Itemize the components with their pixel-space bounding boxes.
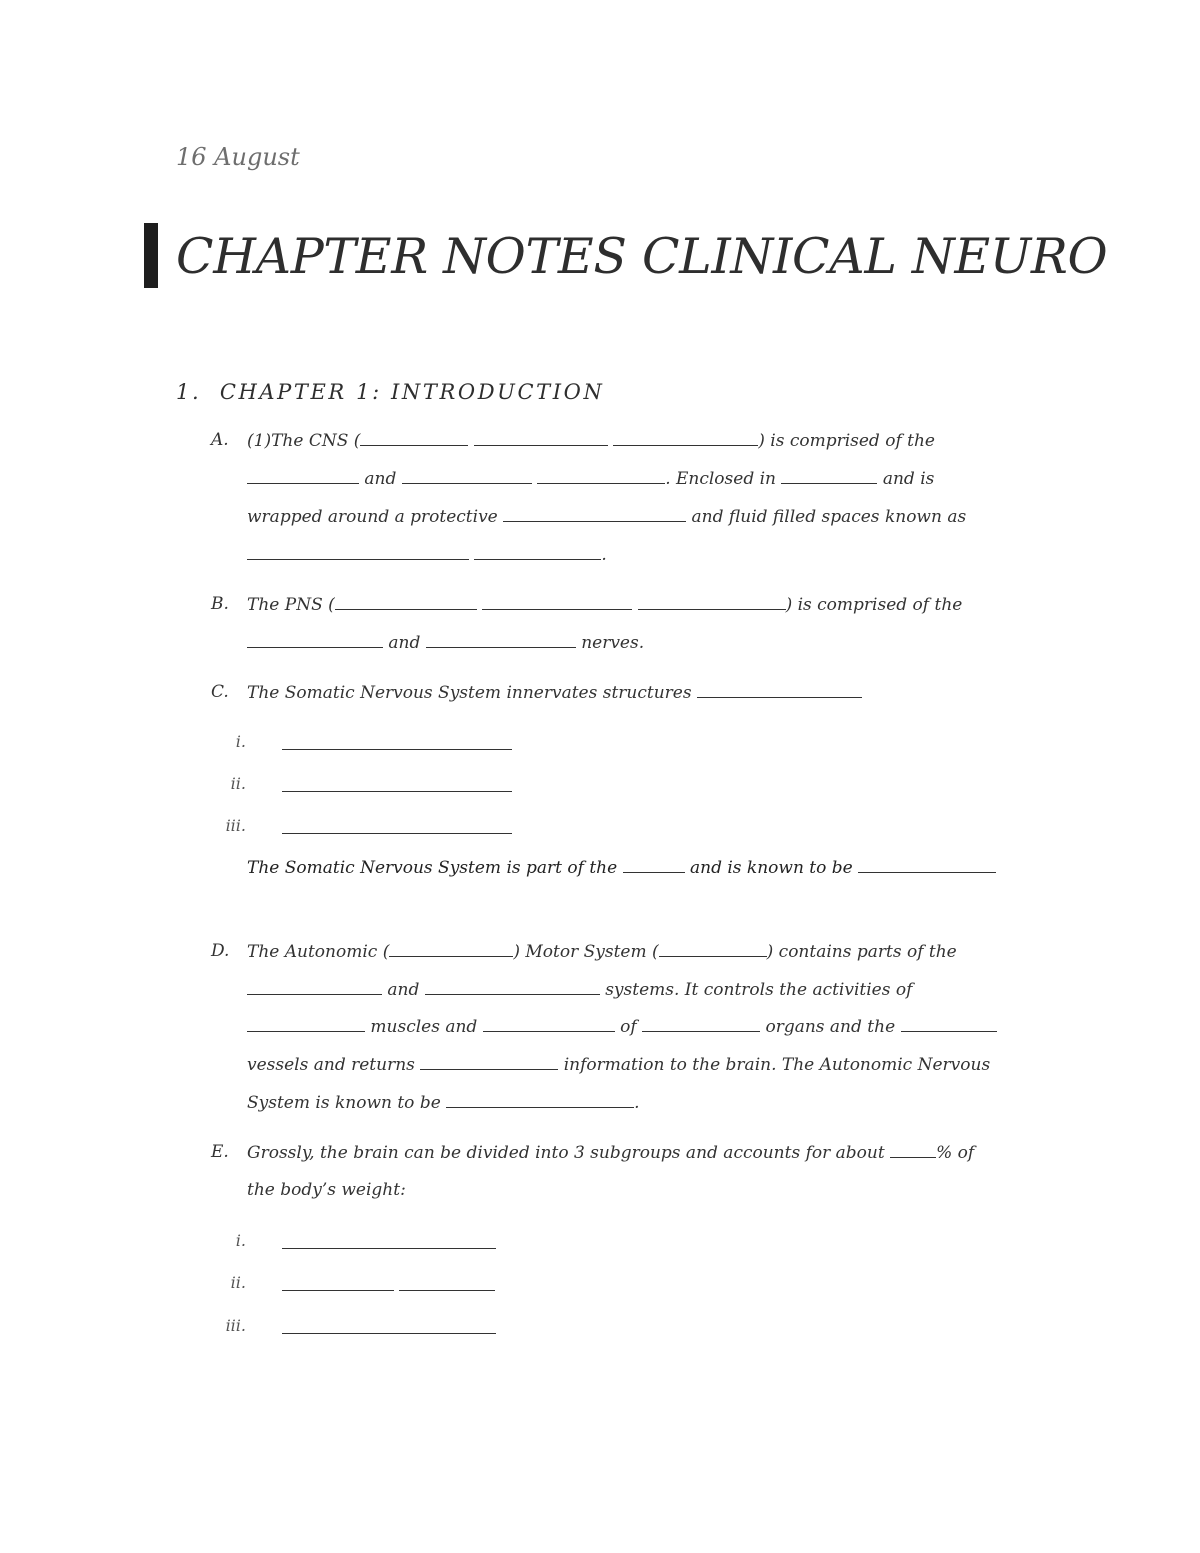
blank <box>638 594 786 610</box>
item-e-line-2 <box>247 1180 406 1200</box>
text: The Somatic Nervous System is part of the <box>247 858 618 878</box>
blank <box>247 544 469 560</box>
text: information to the brain. The Autonomic Nervous <box>563 1055 991 1075</box>
text: ) contains parts of the <box>766 942 957 962</box>
text: Grossly, the brain can be divided into 3 subgroups and accounts for about <box>247 1143 885 1163</box>
item-c-sub-1-marker: i. <box>235 732 246 751</box>
item-a-line-2 <box>247 468 934 489</box>
text: and fluid filled spaces known as <box>691 507 967 527</box>
text: and is <box>882 469 935 489</box>
item-e-sub-2-blank <box>282 1275 495 1295</box>
document-title: CHAPTER NOTES CLINICAL NEURO <box>176 228 1108 285</box>
item-e-sub-3-blank <box>282 1318 496 1338</box>
blank <box>282 776 512 792</box>
item-e-marker: E. <box>211 1142 229 1162</box>
blank <box>399 1275 495 1291</box>
item-c-marker: C. <box>211 682 229 702</box>
blank <box>420 1054 558 1070</box>
blank <box>360 430 468 446</box>
blank <box>402 468 532 484</box>
blank <box>890 1142 936 1158</box>
item-b-line-1 <box>247 594 962 615</box>
blank <box>858 857 996 873</box>
blank <box>247 979 382 995</box>
item-b-line-2 <box>247 632 644 653</box>
item-c-sub-3-blank <box>282 818 512 838</box>
text: organs and the <box>765 1017 896 1037</box>
item-e-sub-2-marker: ii. <box>230 1273 246 1292</box>
item-c-line-2 <box>247 857 996 878</box>
blank <box>613 430 758 446</box>
item-c-sub-3-marker: iii. <box>225 816 246 835</box>
item-d-marker: D. <box>211 941 230 961</box>
item-e-sub-3-marker: iii. <box>225 1316 246 1335</box>
text: The Autonomic ( <box>247 942 390 962</box>
text: of <box>620 1017 637 1037</box>
section-title: CHAPTER 1: INTRODUCTION <box>219 380 605 404</box>
blank <box>537 468 665 484</box>
title-accent-bar <box>144 223 158 288</box>
blank <box>659 941 767 957</box>
blank <box>335 594 477 610</box>
item-c-sub-2-marker: ii. <box>230 774 246 793</box>
blank <box>474 544 601 560</box>
text: . <box>634 1093 640 1113</box>
text: . Enclosed in <box>665 469 777 489</box>
blank <box>247 468 359 484</box>
blank <box>282 1275 394 1291</box>
item-d-line-2 <box>247 979 912 1000</box>
text: and <box>387 980 420 1000</box>
item-b-marker: B. <box>211 594 229 614</box>
text: systems. It controls the activities of <box>605 980 913 1000</box>
blank <box>901 1016 997 1032</box>
blank <box>282 818 512 834</box>
blank <box>389 941 513 957</box>
blank <box>503 506 686 522</box>
blank <box>247 1016 365 1032</box>
text: . <box>601 545 607 565</box>
text: the body’s weight: <box>247 1180 406 1200</box>
blank <box>426 632 576 648</box>
text: nerves. <box>581 633 645 653</box>
blank <box>781 468 877 484</box>
text: The PNS ( <box>247 595 335 615</box>
blank <box>446 1092 634 1108</box>
item-d-line-4 <box>247 1054 990 1075</box>
item-c-sub-2-blank <box>282 776 512 796</box>
text: wrapped around a protective <box>247 507 498 527</box>
text: and <box>388 633 421 653</box>
section-number: 1. <box>176 380 202 404</box>
blank <box>483 1016 615 1032</box>
document-date: 16 August <box>176 143 300 171</box>
text: and <box>364 469 397 489</box>
item-a-line-3 <box>247 506 966 527</box>
text: ) is comprised of the <box>785 595 963 615</box>
item-a-line-1 <box>247 430 935 451</box>
blank <box>247 632 383 648</box>
blank <box>282 734 512 750</box>
text: The Somatic Nervous System innervates structures <box>247 683 692 703</box>
text: ) is comprised of the <box>758 431 935 451</box>
item-a-line-4 <box>247 544 607 565</box>
section-heading <box>176 380 604 404</box>
text: and is known to be <box>689 858 853 878</box>
item-d-line-1 <box>247 941 957 962</box>
blank <box>482 594 632 610</box>
text: (1)The CNS ( <box>247 431 361 451</box>
item-e-sub-1-blank <box>282 1233 496 1253</box>
item-e-sub-1-marker: i. <box>235 1231 246 1250</box>
item-c-line-1 <box>247 682 862 703</box>
text: % of <box>936 1143 975 1163</box>
blank <box>425 979 600 995</box>
blank <box>623 857 685 873</box>
item-d-line-5 <box>247 1092 640 1113</box>
item-a-marker: A. <box>211 430 229 450</box>
blank <box>474 430 608 446</box>
text: System is known to be <box>247 1093 441 1113</box>
item-d-line-3 <box>247 1016 997 1037</box>
item-c-sub-1-blank <box>282 734 512 754</box>
blank <box>697 682 862 698</box>
blank <box>282 1233 496 1249</box>
blank <box>282 1318 496 1334</box>
text: muscles and <box>370 1017 478 1037</box>
item-e-line-1 <box>247 1142 974 1163</box>
text: ) Motor System ( <box>513 942 659 962</box>
blank <box>642 1016 760 1032</box>
text: vessels and returns <box>247 1055 415 1075</box>
